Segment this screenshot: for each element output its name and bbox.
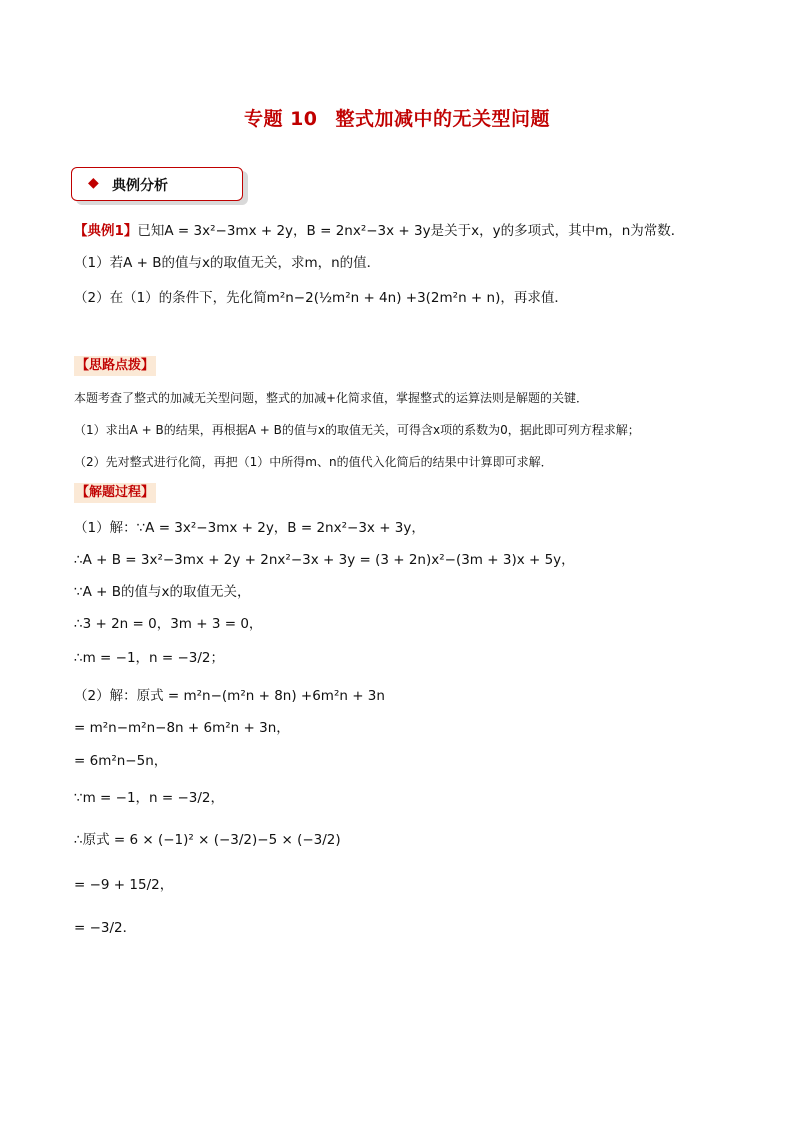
solution-line: （1）解：∵A = 3x²−3mx + 2y，B = 2nx²−3x + 3y， [74,520,425,536]
solution-line: ∵A + B的值与x的取值无关， [74,584,251,600]
solution-line: ∴A + B = 3x²−3mx + 2y + 2nx²−3x + 3y = (3 + 2n)x²−(3m + 3)x + 5y， [74,552,575,568]
question-1: （1）若A + B的值与x的取值无关，求m，n的值． [74,255,381,271]
solution-line: ∴m = −1，n = −3/2； [74,650,225,666]
title-text: 整式加减中的无关型问题 [335,108,551,130]
section-header-box [71,167,243,201]
solution-line: = m²n−m²n−8n + 6m²n + 3n， [74,720,290,736]
question-2: （2）在（1）的条件下，先化简m²n−2(½m²n + 4n) +3(2m²n + n)，再求值． [74,290,568,306]
diamond-icon: ◆ [88,175,99,191]
example-line [74,219,684,239]
solution-line: = 6m²n−5n， [74,753,168,769]
solution-line: = −9 + 15/2， [74,877,174,893]
solution-line: （2）解：原式 = m²n−(m²n + 8n) +6m²n + 3n [74,688,385,704]
solution-line: ∴原式 = 6 × (−1)² × (−3/2)−5 × (−3/2) [74,832,341,848]
example-tag: 【典例1】 [74,223,138,239]
solution-tag: 【解题过程】 [74,483,156,503]
hint-line-2: （1）求出A + B的结果，再根据A + B的值与x的取值无关，可得含x项的系数为0，据此即可列方程求解； [74,423,640,437]
page-title [0,104,794,131]
hint-line-1: 本题考查了整式的加减无关型问题，整式的加减+化简求值，掌握整式的运算法则是解题的关键． [74,391,589,405]
title-number: 专题 10 [243,108,318,130]
solution-line: = −3/2． [74,920,137,936]
solution-line: ∴3 + 2n = 0，3m + 3 = 0， [74,616,263,632]
hint-tag: 【思路点拨】 [74,356,156,376]
solution-line: ∵m = −1，n = −3/2， [74,790,225,806]
section-label: 典例分析 [112,178,168,194]
hint-line-3: （2）先对整式进行化简，再把（1）中所得m、n的值代入化简后的结果中计算即可求解． [74,455,553,469]
example-text: 已知A = 3x²−3mx + 2y，B = 2nx²−3x + 3y是关于x，y的多项式，其中m，n为常数． [137,223,685,239]
